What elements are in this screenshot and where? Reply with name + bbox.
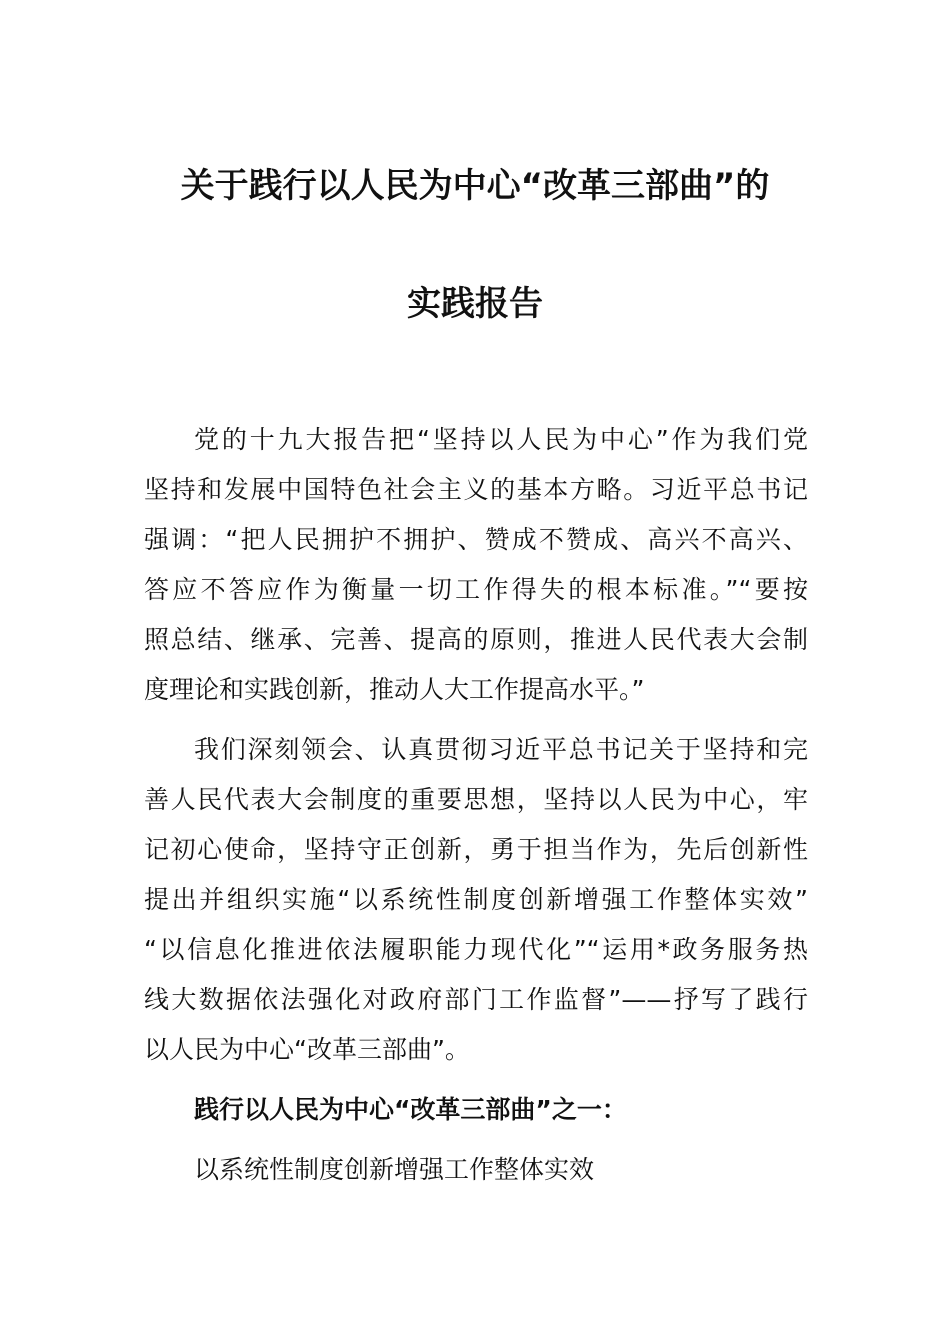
document-title-line-1: 关于践行以人民为中心“改革三部曲”的 <box>180 166 770 206</box>
paragraph-2-line: 我们深刻领会、认真贯彻习近平总书记关于坚持和完 <box>194 735 808 764</box>
paragraph-1-line: 坚持和发展中国特色社会主义的基本方略。习近平总书记 <box>144 475 808 504</box>
paragraph-1-line: 强调：“把人民拥护不拥护、赞成不赞成、高兴不高兴、 <box>144 525 808 554</box>
paragraph-1-line: 答应不答应作为衡量一切工作得失的根本标准。”“要按 <box>144 575 808 604</box>
section-subheading: 以系统性制度创新增强工作整体实效 <box>194 1155 595 1184</box>
document-title-line-2: 实践报告 <box>407 284 543 324</box>
paragraph-2-line: “以信息化推进依法履职能力现代化”“运用*政务服务热 <box>144 935 808 964</box>
paragraph-1-line: 党的十九大报告把“坚持以人民为中心”作为我们党 <box>194 425 808 454</box>
paragraph-1-line: 照总结、继承、完善、提高的原则，推进人民代表大会制 <box>144 625 808 654</box>
section-heading: 践行以人民为中心“改革三部曲”之一： <box>194 1095 627 1124</box>
paragraph-1-line: 度理论和实践创新，推动人大工作提高水平。” <box>144 675 645 704</box>
paragraph-2-line: 提出并组织实施“以系统性制度创新增强工作整体实效” <box>144 885 808 914</box>
paragraph-2-line: 以人民为中心“改革三部曲”。 <box>144 1035 470 1064</box>
paragraph-2-line: 记初心使命，坚持守正创新，勇于担当作为，先后创新性 <box>144 835 808 864</box>
paragraph-2-line: 善人民代表大会制度的重要思想，坚持以人民为中心，牢 <box>144 785 808 814</box>
paragraph-2-line: 线大数据依法强化对政府部门工作监督”——抒写了践行 <box>144 985 808 1014</box>
